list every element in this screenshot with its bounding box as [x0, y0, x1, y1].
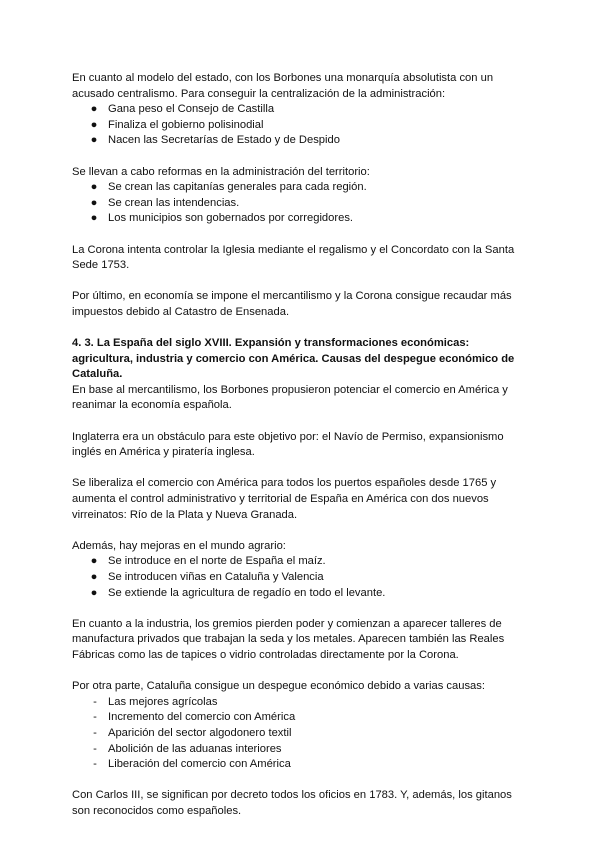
heading-line: Cataluña. — [72, 368, 123, 381]
text-line: Fábricas como las de tapices o vidrio controladas directamente por la Corona. — [72, 648, 459, 661]
list-item: ● Se extiende la agricultura de regadío en todo el levante. — [72, 586, 540, 602]
dash-icon: - — [93, 711, 97, 724]
text-line: manufactura privados que trabajan la seda y los metales. Aparecen también las Reales — [72, 633, 505, 646]
text-line: En cuanto al modelo del estado, con los Borbones una monarquía absolutista con un — [72, 72, 494, 84]
text-line: aumenta el control administrativo y territorial de España en América con dos nuevos — [72, 493, 489, 506]
list-item: - Aparición del sector algodonero textil — [72, 726, 540, 742]
text-line: virreinatos: Río de la Plata y Nueva Granada. — [72, 508, 298, 521]
list-item: ● Nacen las Secretarías de Estado y de Despido — [72, 133, 540, 149]
list-item: ● Gana peso el Consejo de Castilla — [72, 102, 540, 118]
text-line: son reconocidos como españoles. — [72, 804, 242, 817]
bullet-icon: ● — [90, 555, 98, 568]
heading-line: 4. 3. La España del siglo XVIII. Expansión y transformaciones económicas: — [72, 337, 470, 350]
bullet-icon: ● — [90, 212, 98, 225]
bullet-list-territory — [72, 180, 540, 227]
bullet-icon: ● — [90, 196, 98, 209]
text-line: Sede 1753. — [72, 259, 130, 272]
list-item: ● Se introduce en el norte de España el maíz. — [72, 554, 540, 570]
list-item: - Abolición de las aduanas interiores — [72, 742, 540, 758]
paragraph-carlos-iii — [72, 788, 540, 819]
paragraph-trade — [72, 476, 540, 523]
paragraph-church — [72, 243, 540, 274]
text-line: Inglaterra era un obstáculo para este objetivo por: el Navío de Permiso, expansionismo — [72, 430, 504, 443]
text-line: En cuanto a la industria, los gremios pierden poder y comienzan a aparecer talleres de — [72, 617, 502, 630]
paragraph-industry — [72, 617, 540, 664]
bullet-icon: ● — [90, 586, 98, 599]
paragraph-england — [72, 430, 540, 461]
list-item: - Liberación del comercio con América — [72, 757, 540, 773]
bullet-icon: ● — [90, 118, 98, 131]
text-line: inglés en América y piratería inglesa. — [72, 446, 255, 459]
paragraph-economy — [72, 289, 540, 320]
list-item: ● Finaliza el gobierno polisinodial — [72, 118, 540, 134]
dash-icon: - — [93, 695, 97, 708]
heading-line: agricultura, industria y comercio con América. Causas del despegue económico de — [72, 352, 515, 365]
bullet-icon: ● — [90, 181, 98, 194]
paragraph-state-model — [72, 71, 540, 102]
list-item: ● Se crean las intendencias. — [72, 196, 540, 212]
dash-icon: - — [93, 742, 97, 755]
paragraph-territory: Se llevan a cabo reformas en la administración del territorio: — [72, 165, 370, 178]
list-item: ● Se crean las capitanías generales para cada región. — [72, 180, 540, 196]
dash-icon: - — [93, 726, 97, 739]
text-line: Por último, en economía se impone el mercantilismo y la Corona consigue recaudar más — [72, 290, 512, 303]
bullet-icon: ● — [90, 103, 98, 116]
bullet-list-agrarian — [72, 554, 540, 601]
text-line: impuestos debido al Catastro de Ensenada. — [72, 305, 290, 318]
text-line: Con Carlos III, se significan por decreto todos los oficios en 1783. Y, además, los gitanos — [72, 789, 512, 802]
text-line: En base al mercantilismo, los Borbones propusieron potenciar el comercio en América y — [72, 383, 508, 396]
list-item: ● Los municipios son gobernados por corregidores. — [72, 211, 540, 227]
text-line: Se liberaliza el comercio con América para todos los puertos españoles desde 1765 y — [72, 477, 497, 490]
list-item: - Incremento del comercio con América — [72, 710, 540, 726]
text-line: acusado centralismo. Para conseguir la centralización de la administración: — [72, 87, 446, 100]
text-line: reanimar la economía española. — [72, 399, 232, 412]
bullet-icon: ● — [90, 134, 98, 147]
paragraph-catalonia: Por otra parte, Cataluña consigue un despegue económico debido a varias causas: — [72, 680, 485, 693]
section-heading — [72, 336, 540, 383]
dash-list-catalonia — [72, 695, 540, 773]
dash-icon: - — [93, 758, 97, 771]
list-item: ● Se introducen viñas en Cataluña y Valencia — [72, 570, 540, 586]
paragraph-mercantilism — [72, 383, 540, 414]
paragraph-agrarian: Además, hay mejoras en el mundo agrario: — [72, 539, 286, 552]
bullet-icon: ● — [90, 571, 98, 583]
text-line: La Corona intenta controlar la Iglesia mediante el regalismo y el Concordato con la Santa — [72, 243, 515, 256]
bullet-list-centralization — [72, 102, 540, 149]
list-item: - Las mejores agrícolas — [72, 695, 540, 711]
